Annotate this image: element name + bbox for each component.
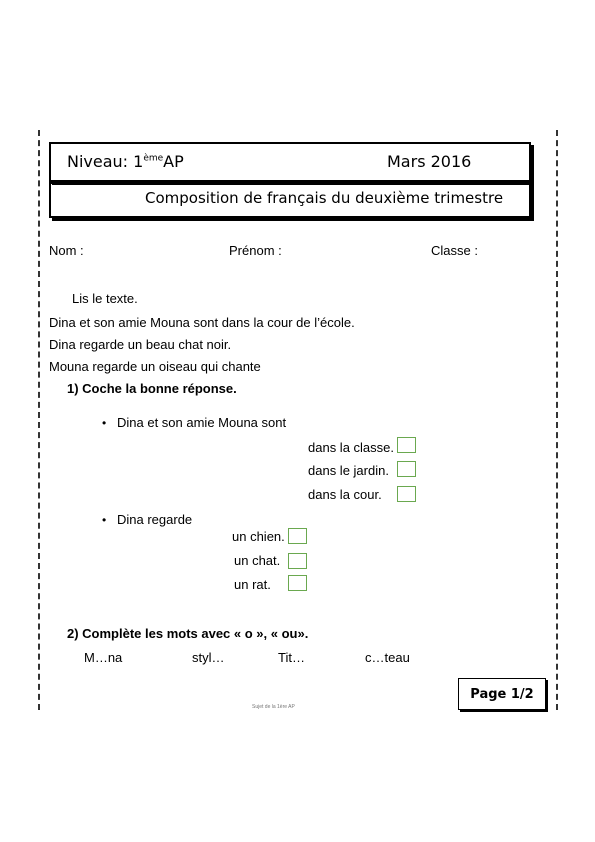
- level-label: [67, 152, 184, 171]
- level-superscript: ème: [143, 153, 164, 164]
- word-to-complete: Tit…: [278, 650, 305, 665]
- q2-option: un chat.: [234, 553, 281, 568]
- text-line: Dina et son amie Mouna sont dans la cour de l’école.: [49, 315, 355, 330]
- left-page-border: [38, 130, 40, 710]
- q1-prompt: Dina et son amie Mouna sont: [117, 415, 287, 430]
- q1-checkbox[interactable]: [397, 437, 416, 453]
- word-to-complete: styl…: [192, 650, 225, 665]
- header-title-box: [49, 182, 531, 218]
- q2-option: un rat.: [234, 577, 271, 592]
- text-line: Mouna regarde un oiseau qui chante: [49, 359, 261, 374]
- q1-option: dans le jardin.: [308, 463, 389, 478]
- text-line: Dina regarde un beau chat noir.: [49, 337, 232, 352]
- q2-option: un chien.: [232, 529, 285, 544]
- field-nom: Nom :: [49, 243, 84, 258]
- right-page-border: [556, 130, 558, 710]
- q1-option: dans la classe.: [308, 440, 394, 455]
- reading-instruction: Lis le texte.: [72, 291, 138, 306]
- exam-date: Mars 2016: [387, 152, 472, 171]
- footer-faint-text: Sujet de la 1ère AP: [252, 704, 295, 710]
- q2-prompt: Dina regarde: [117, 512, 193, 527]
- level-text: Niveau: 1: [67, 152, 144, 171]
- exam-title: Composition de français du deuxième trimestre: [145, 189, 504, 207]
- bullet-icon: •: [102, 416, 107, 430]
- page-number: Page 1/2: [470, 686, 534, 702]
- header-level-box: [49, 142, 531, 182]
- q2-checkbox[interactable]: [288, 553, 307, 569]
- field-prenom: Prénom :: [229, 243, 282, 258]
- field-classe: Classe :: [431, 243, 478, 258]
- q1-checkbox[interactable]: [397, 486, 416, 502]
- q2-checkbox[interactable]: [288, 528, 307, 544]
- word-to-complete: c…teau: [365, 650, 410, 665]
- bullet-icon: •: [102, 513, 107, 527]
- q1-checkbox[interactable]: [397, 461, 416, 477]
- q2-checkbox[interactable]: [288, 575, 307, 591]
- q1-option: dans la cour.: [308, 487, 382, 502]
- page-number-box: [458, 678, 546, 710]
- exercise1-title: 1) Coche la bonne réponse.: [67, 381, 237, 396]
- word-to-complete: M…na: [84, 650, 123, 665]
- exercise2-title: 2) Complète les mots avec « o », « ou».: [67, 626, 309, 641]
- level-suffix: AP: [163, 152, 184, 171]
